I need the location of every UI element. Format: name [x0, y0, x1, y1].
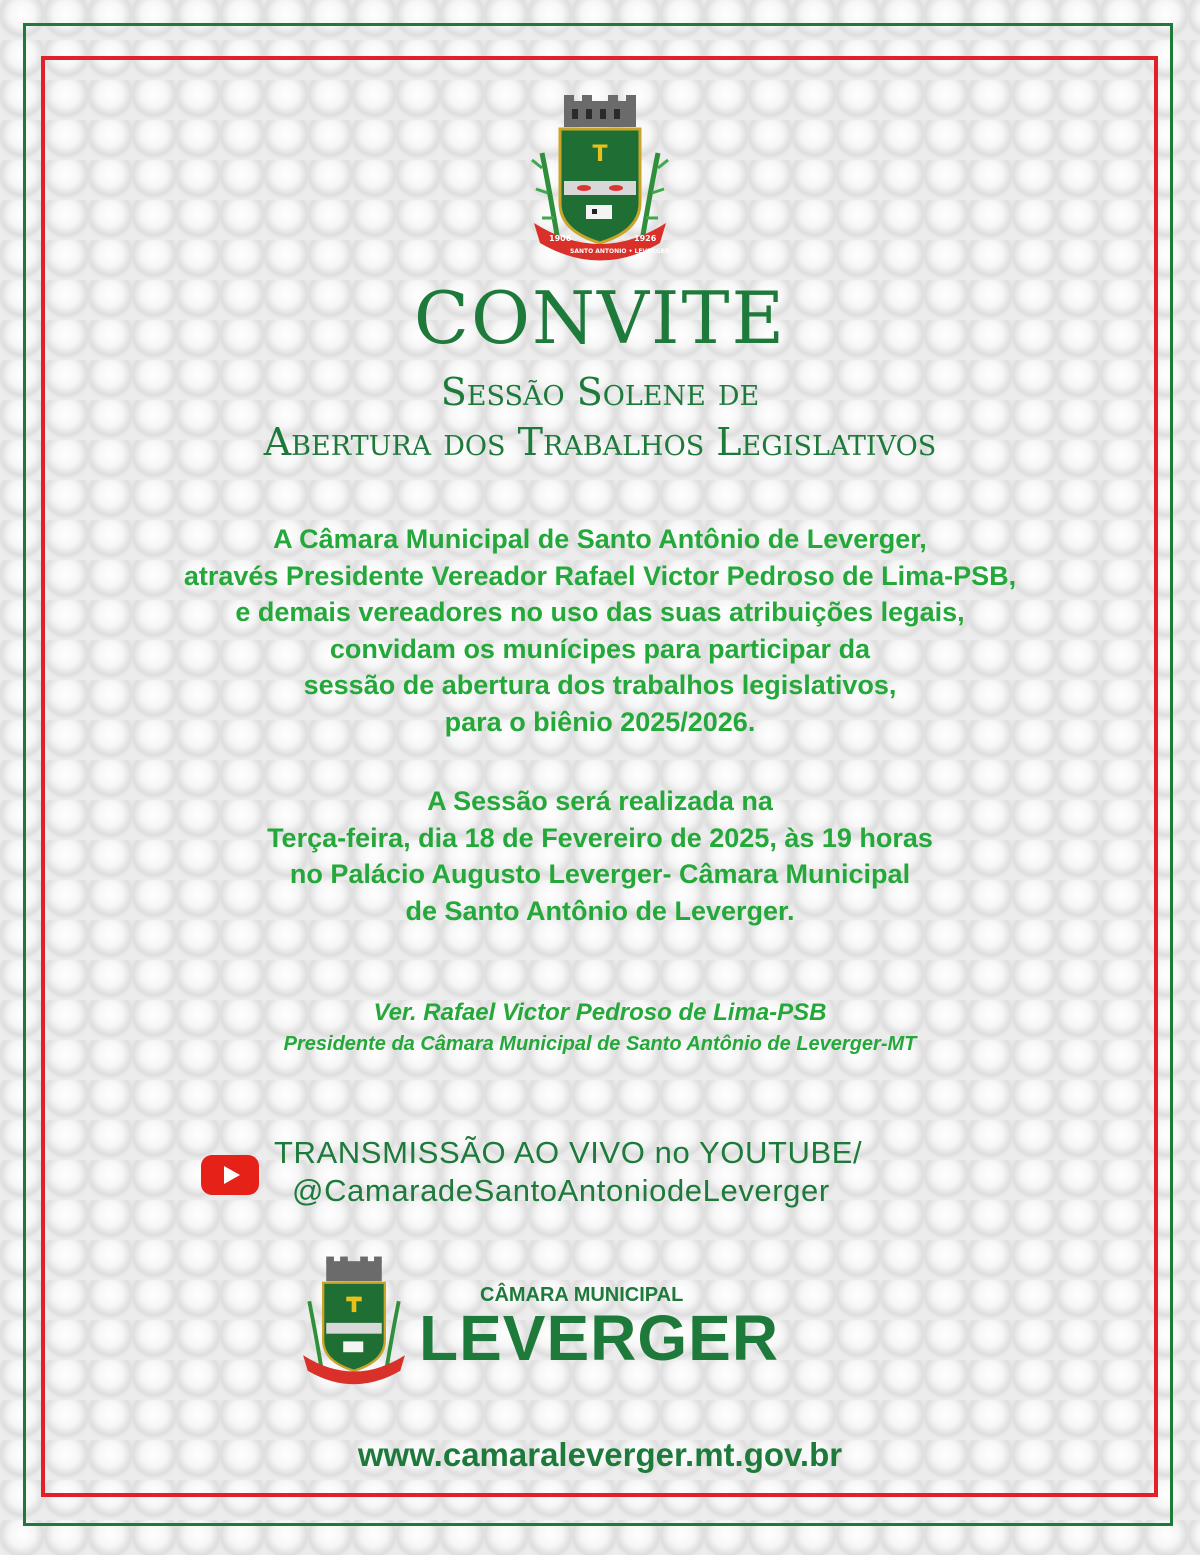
youtube-icon[interactable]: [201, 1155, 259, 1195]
crest-year-right: 1926: [634, 234, 657, 243]
session-line: de Santo Antônio de Leverger.: [405, 895, 795, 926]
broadcast-line-1: TRANSMISSÃO AO VIVO no YOUTUBE/: [274, 1135, 863, 1170]
session-line: Terça-feira, dia 18 de Fevereiro de 2025, às 19 horas: [267, 822, 933, 853]
session-details: [0, 783, 1200, 929]
broadcast-handle[interactable]: @CamaradeSantoAntoniodeLeverger: [292, 1173, 830, 1208]
subtitle-line-2: Abertura dos Trabalhos Legislativos: [263, 420, 937, 464]
signature-role: Presidente da Câmara Municipal de Santo Antônio de Leverger-MT: [283, 1033, 917, 1055]
brand-subtitle: CÂMARA MUNICIPAL: [480, 1284, 684, 1306]
body-line: convidam os munícipes para participar da: [329, 633, 871, 664]
body-line: para o biênio 2025/2026.: [444, 706, 756, 737]
session-line: A Sessão será realizada na: [427, 786, 773, 816]
body-line: sessão de abertura dos trabalhos legislativos,: [303, 670, 897, 701]
session-line: no Palácio Augusto Leverger- Câmara Municipal: [289, 859, 911, 890]
subtitle-line-1: Sessão Solene de: [440, 370, 760, 414]
invitation-title: CONVITE: [413, 276, 787, 360]
body-line: A Câmara Municipal de Santo Antônio de Leverger,: [273, 524, 927, 554]
signature-name: Ver. Rafael Victor Pedroso de Lima-PSB: [373, 999, 827, 1026]
website-link[interactable]: www.camaraleverger.mt.gov.br: [357, 1436, 843, 1473]
youtube-broadcast-text[interactable]: [274, 1134, 862, 1210]
crest-letter: T: [592, 142, 608, 167]
coat-of-arms-top: [528, 93, 672, 268]
body-line: através Presidente Vereador Rafael Victor Pedroso de Lima-PSB,: [183, 560, 1017, 591]
brand-name: LEVERGER: [419, 1302, 780, 1374]
crest-motto: SANTO ANTONIO • LEVERGER: [570, 248, 670, 255]
invitation-body: [0, 521, 1200, 741]
body-line: e demais vereadores no uso das suas atribuições legais,: [235, 597, 965, 628]
coat-of-arms-bottom: [298, 1255, 410, 1390]
crest-year-left: 1906: [549, 234, 572, 243]
inner-red-border: [41, 56, 1158, 1497]
